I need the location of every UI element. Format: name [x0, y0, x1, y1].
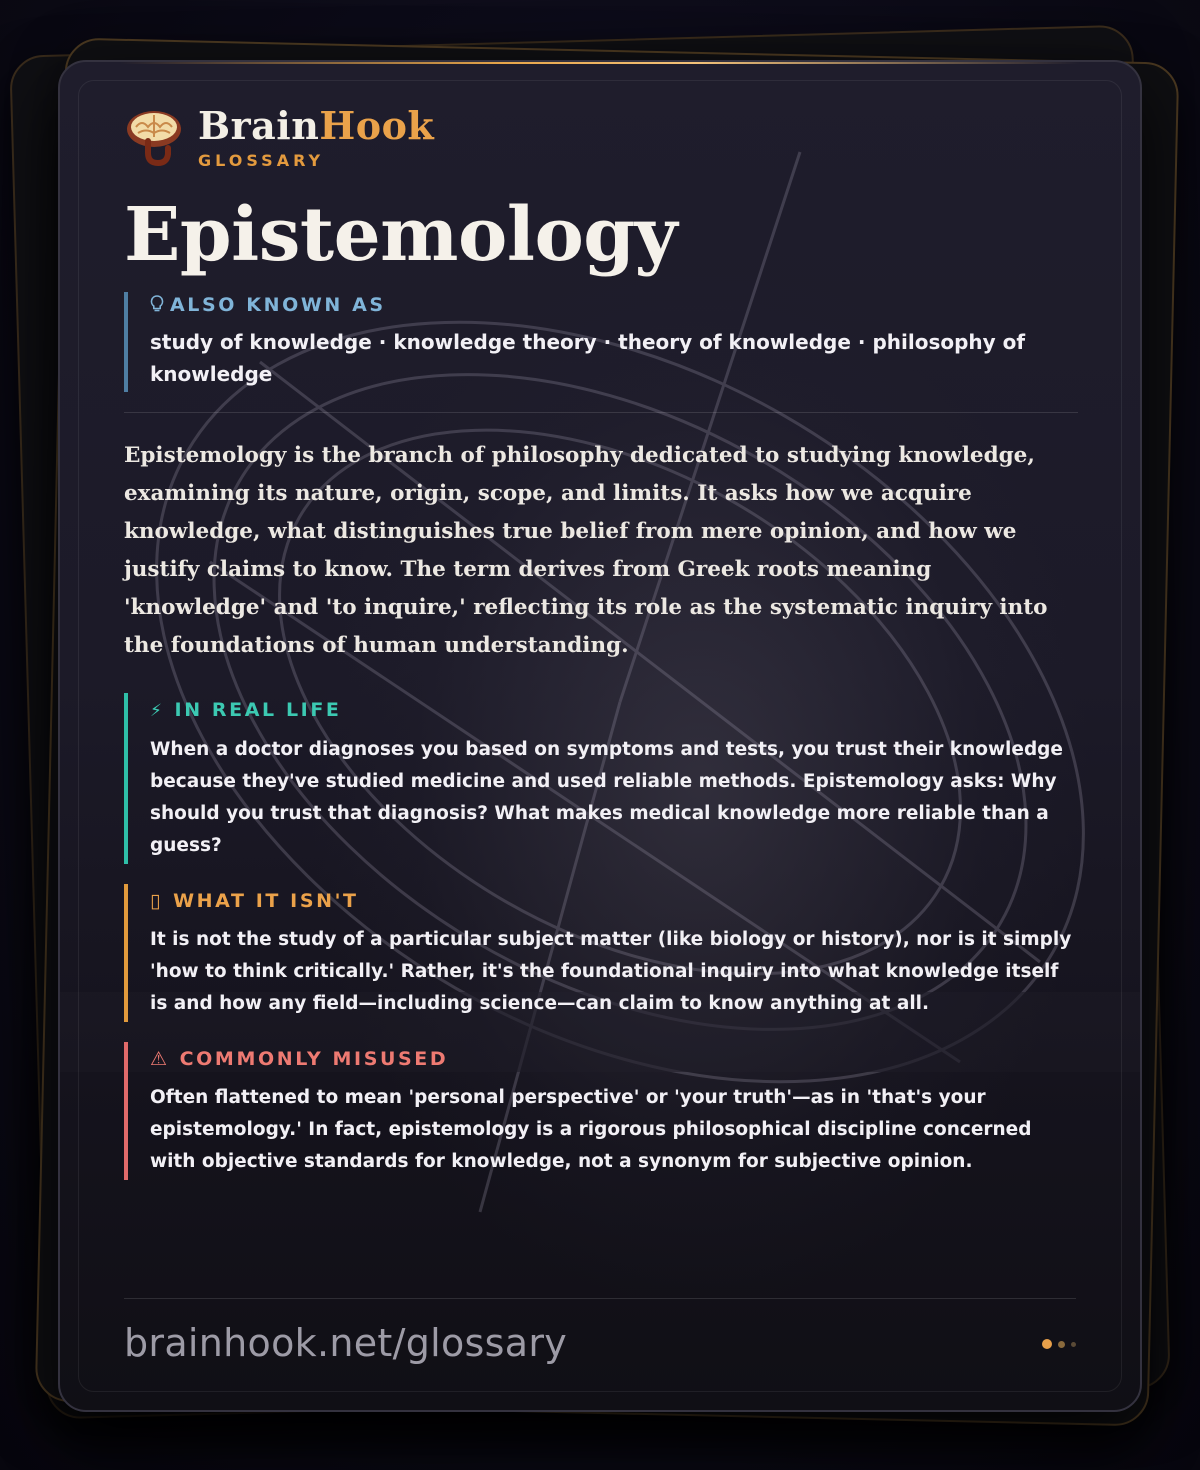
pagination-dot[interactable]	[1071, 1342, 1076, 1347]
in-real-life-label	[150, 697, 1078, 724]
lightbulb-icon	[150, 295, 164, 313]
what-it-isnt-label-text: WHAT IT ISN'T	[173, 890, 359, 912]
also-known-as-label	[150, 292, 1078, 318]
brand-name-brain: Brain	[198, 102, 320, 148]
lightning-icon: ⚡	[150, 701, 165, 721]
brand-text	[198, 102, 435, 170]
commonly-misused-section	[124, 1042, 1078, 1180]
what-it-isnt-label	[150, 888, 1078, 914]
also-known-as-label-text: ALSO KNOWN AS	[170, 294, 386, 316]
what-it-isnt-section	[124, 884, 1078, 1022]
in-real-life-section	[124, 693, 1078, 864]
card-footer	[124, 1298, 1076, 1389]
in-real-life-label-text: IN REAL LIFE	[174, 699, 342, 721]
warning-icon: ⚠	[150, 1048, 170, 1070]
pagination-dot-active[interactable]	[1042, 1339, 1052, 1349]
brand-name-hook: Hook	[319, 102, 435, 148]
footer-url[interactable]: brainhook.net/glossary	[124, 1321, 568, 1365]
brand-subtitle: GLOSSARY	[198, 150, 325, 170]
what-it-isnt-text: It is not the study of a particular subject matter (like biology or history), nor is it simply 'how to think critically.' Rather, it's the foundational inquiry into what knowledge itself is and how any field—including science—can claim to know anything at all.	[150, 929, 1072, 1014]
also-known-as-section	[124, 292, 1078, 392]
brand-header	[124, 102, 1078, 172]
commonly-misused-label-text: COMMONLY MISUSED	[179, 1048, 449, 1070]
card-content	[124, 102, 1078, 1180]
commonly-misused-text: Often flattened to mean 'personal perspective' or 'your truth'—as in 'that's your epistemology.' In fact, epistemology is a rigorous philosophical discipline concerned with objective standards for knowledge, not a synonym for subjective opinion.	[150, 1087, 1032, 1172]
pagination-dots	[1036, 1339, 1076, 1349]
placeholder-box-icon: ▯	[150, 890, 164, 912]
brand-name	[198, 102, 435, 148]
also-known-as-text: study of knowledge · knowledge theory · theory of knowledge · philosophy of knowledge	[150, 330, 1026, 386]
definition-text: Epistemology is the branch of philosophy dedicated to studying knowledge, examining its nature, origin, scope, and limits. It asks how we acquire knowledge, what distinguishes true belief from mere opinion, and how we justify claims to know. The term derives from Greek roots meaning 'knowledge' and 'to inquire,' reflecting its role as the systematic inquiry into the foundations of human understanding.	[124, 443, 1048, 658]
brain-hook-icon	[124, 107, 184, 167]
in-real-life-text: When a doctor diagnoses you based on symptoms and tests, you trust their knowledge because they've studied medicine and used reliable methods. Epistemology asks: Why should you trust that diagnosis? What makes medical knowledge more reliable than a guess?	[150, 739, 1063, 856]
pagination-dot[interactable]	[1058, 1341, 1065, 1348]
term-title: Epistemology	[124, 192, 678, 278]
glossary-card	[58, 60, 1142, 1412]
commonly-misused-label	[150, 1046, 1078, 1072]
divider	[124, 412, 1078, 413]
